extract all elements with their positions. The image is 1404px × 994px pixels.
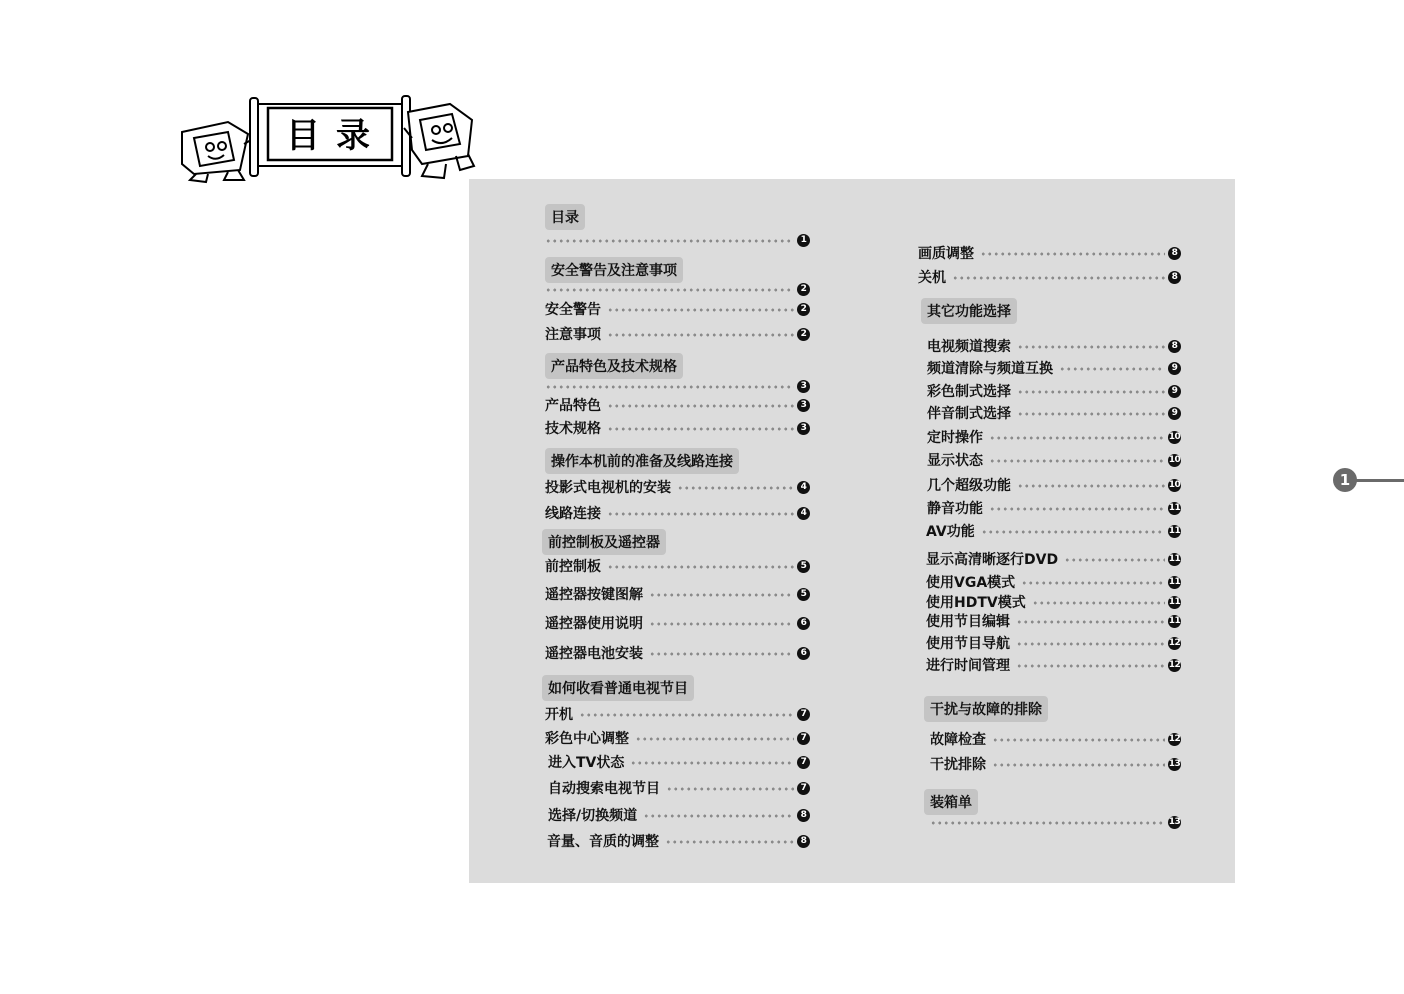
toc-entry-label: 彩色中心调整 xyxy=(545,731,629,747)
dot-leader xyxy=(1016,642,1165,646)
toc-section-header: 装箱单 xyxy=(924,789,978,815)
dot-leader xyxy=(1016,620,1165,624)
page-number-badge: 11 xyxy=(1168,597,1181,607)
dot-leader xyxy=(545,385,794,389)
toc-entry[interactable] xyxy=(927,474,1181,496)
toc-entry[interactable] xyxy=(545,229,810,251)
page-title: 目录 xyxy=(286,115,386,156)
page-number-badge: 8 xyxy=(797,835,810,848)
page-number-badge: 9 xyxy=(1168,407,1181,420)
toc-entry[interactable] xyxy=(927,449,1181,471)
page-number-badge: 2 xyxy=(797,283,810,296)
toc-entry-label: 进入TV状态 xyxy=(548,755,625,771)
dot-leader xyxy=(930,821,1165,825)
toc-entry[interactable] xyxy=(545,555,810,577)
toc-entry-label: 遥控器按键图解 xyxy=(545,587,643,603)
dot-leader xyxy=(1064,558,1165,562)
toc-entry[interactable] xyxy=(545,727,810,749)
dot-leader xyxy=(607,308,794,312)
toc-entry-label: 几个超级功能 xyxy=(927,478,1011,494)
toc-entry[interactable] xyxy=(545,298,810,320)
toc-entry[interactable] xyxy=(926,654,1181,676)
toc-entry-label: 使用VGA模式 xyxy=(926,575,1016,591)
toc-entry-label: 电视频道搜索 xyxy=(927,339,1011,355)
toc-entry-label: 进行时间管理 xyxy=(926,658,1010,674)
page-number-badge: 7 xyxy=(797,782,810,795)
toc-entry-label: 画质调整 xyxy=(918,246,974,262)
toc-section-header: 如何收看普通电视节目 xyxy=(542,675,694,701)
page-number-badge: 3 xyxy=(797,380,810,393)
page-number: 1 xyxy=(1333,468,1357,492)
toc-entry[interactable] xyxy=(918,266,1181,288)
page-number-badge: 3 xyxy=(797,422,810,435)
toc-section-header: 目录 xyxy=(545,204,585,230)
page-number-badge: 8 xyxy=(1168,340,1181,353)
toc-entry-label: 选择/切换频道 xyxy=(548,808,638,824)
dot-leader xyxy=(607,512,794,516)
dot-leader xyxy=(677,486,794,490)
dot-leader xyxy=(952,276,1165,280)
page-number-badge: 11 xyxy=(1168,503,1181,513)
page-number-badge: 11 xyxy=(1168,554,1181,564)
toc-entry-label: 线路连接 xyxy=(545,506,601,522)
dot-leader xyxy=(607,427,794,431)
page-number-badge: 9 xyxy=(1168,385,1181,398)
toc-entry[interactable] xyxy=(927,497,1181,519)
page-number-badge: 12 xyxy=(1168,660,1181,670)
toc-entry[interactable] xyxy=(548,777,810,799)
toc-entry-label: 显示状态 xyxy=(927,453,983,469)
page-number-badge: 11 xyxy=(1168,577,1181,587)
toc-entry[interactable] xyxy=(545,583,810,605)
toc-entry[interactable] xyxy=(545,323,810,345)
toc-entry-label: 显示高清晰逐行DVD xyxy=(926,552,1059,568)
toc-entry[interactable] xyxy=(930,728,1181,750)
dot-leader xyxy=(989,459,1165,463)
page-number-badge: 6 xyxy=(797,617,810,630)
toc-entry-label: 干扰排除 xyxy=(930,757,986,773)
toc-entry-label: 安全警告 xyxy=(545,302,601,318)
toc-entry-label: 频道清除与频道互换 xyxy=(927,361,1053,377)
toc-entry-label: 使用HDTV模式 xyxy=(926,595,1026,611)
toc-entry[interactable] xyxy=(548,751,810,773)
toc-entry[interactable] xyxy=(926,548,1181,570)
toc-entry[interactable] xyxy=(927,357,1181,379)
toc-entry-label: 前控制板 xyxy=(545,559,601,575)
page-number-badge: 1 xyxy=(797,234,810,247)
toc-entry-label: 使用节目编辑 xyxy=(926,614,1010,630)
dot-leader xyxy=(989,436,1165,440)
page-number-badge: 6 xyxy=(797,647,810,660)
toc-entry-label: 技术规格 xyxy=(545,421,601,437)
dot-leader xyxy=(666,787,794,791)
toc-section-header: 其它功能选择 xyxy=(921,298,1017,324)
page-number-badge: 7 xyxy=(797,708,810,721)
toc-entry[interactable] xyxy=(545,612,810,634)
toc-entry[interactable] xyxy=(545,278,810,300)
page-number-badge: 9 xyxy=(1168,362,1181,375)
toc-entry[interactable] xyxy=(927,335,1181,357)
toc-entry[interactable] xyxy=(927,402,1181,424)
toc-section-header: 前控制板及遥控器 xyxy=(542,529,666,555)
dot-leader xyxy=(1016,664,1165,668)
dot-leader xyxy=(992,763,1165,767)
toc-section-header: 操作本机前的准备及线路连接 xyxy=(545,448,739,474)
dot-leader xyxy=(649,593,794,597)
page-number-badge: 8 xyxy=(797,809,810,822)
dot-leader xyxy=(1017,484,1165,488)
dot-leader xyxy=(635,737,794,741)
toc-entry[interactable] xyxy=(927,426,1181,448)
toc-entry-label: 产品特色 xyxy=(545,398,601,414)
page-number-badge: 12 xyxy=(1168,734,1181,744)
toc-entry-label: 故障检查 xyxy=(930,732,986,748)
dot-leader xyxy=(607,333,794,337)
toc-entry-label: 遥控器使用说明 xyxy=(545,616,643,632)
toc-entry[interactable] xyxy=(545,417,810,439)
toc-entry[interactable] xyxy=(926,571,1181,593)
toc-entry-label: 自动搜索电视节目 xyxy=(548,781,660,797)
toc-entry[interactable] xyxy=(926,632,1181,654)
page-number-badge: 7 xyxy=(797,756,810,769)
dot-leader xyxy=(649,622,794,626)
page-number-badge: 11 xyxy=(1168,616,1181,626)
dot-leader xyxy=(545,288,794,292)
page-number-badge: 13 xyxy=(1168,817,1181,827)
page-number-badge: 4 xyxy=(797,481,810,494)
page-number-badge: 12 xyxy=(1168,638,1181,648)
toc-entry-label: 使用节目导航 xyxy=(926,636,1010,652)
dot-leader xyxy=(1059,367,1165,371)
toc-entry[interactable] xyxy=(545,502,810,524)
page-number-badge: 3 xyxy=(797,399,810,412)
page-marker-line xyxy=(1355,479,1404,482)
toc-entry[interactable] xyxy=(927,380,1181,402)
page-number-badge: 5 xyxy=(797,560,810,573)
page-number-badge: 5 xyxy=(797,588,810,601)
toc-entry-label: 彩色制式选择 xyxy=(927,384,1011,400)
dot-leader xyxy=(607,404,794,408)
toc-entry-label: 投影式电视机的安装 xyxy=(545,480,671,496)
toc-entry-label: 开机 xyxy=(545,707,573,723)
dot-leader xyxy=(1017,390,1165,394)
page-number-badge: 13 xyxy=(1168,759,1181,769)
toc-entry[interactable] xyxy=(926,520,1181,542)
page-number-badge: 10 xyxy=(1168,480,1181,490)
dot-leader xyxy=(579,713,794,717)
page-number-badge: 10 xyxy=(1168,455,1181,465)
toc-entry-label: 关机 xyxy=(918,270,946,286)
toc-entry[interactable] xyxy=(926,610,1181,632)
toc-entry[interactable] xyxy=(545,642,810,664)
toc-entry-label: 伴音制式选择 xyxy=(927,406,1011,422)
dot-leader xyxy=(607,565,794,569)
page-number-badge: 8 xyxy=(1168,247,1181,260)
dot-leader xyxy=(989,507,1165,511)
page-number-badge: 4 xyxy=(797,507,810,520)
toc-entry-label: 注意事项 xyxy=(545,327,601,343)
dot-leader xyxy=(992,738,1165,742)
toc-entry-label: 遥控器电池安装 xyxy=(545,646,643,662)
page-number-marker xyxy=(1333,468,1404,494)
toc-entry[interactable] xyxy=(547,830,810,852)
toc-section-header: 产品特色及技术规格 xyxy=(545,353,683,379)
page-number-badge: 11 xyxy=(1168,526,1181,536)
toc-entry[interactable] xyxy=(930,811,1181,833)
toc-entry[interactable] xyxy=(545,703,810,725)
dot-leader xyxy=(649,652,794,656)
dot-leader xyxy=(1017,412,1165,416)
dot-leader xyxy=(1021,581,1165,585)
toc-entry-label: 定时操作 xyxy=(927,430,983,446)
toc-section-header: 安全警告及注意事项 xyxy=(545,257,683,283)
toc-entry[interactable] xyxy=(548,804,810,826)
dot-leader xyxy=(545,239,794,243)
page-number-badge: 2 xyxy=(797,303,810,316)
dot-leader xyxy=(665,840,794,844)
dot-leader xyxy=(981,530,1165,534)
page-number-badge: 7 xyxy=(797,732,810,745)
toc-section-header: 干扰与故障的排除 xyxy=(924,696,1048,722)
dot-leader xyxy=(980,252,1165,256)
toc-entry-label: 静音功能 xyxy=(927,501,983,517)
toc-entry[interactable] xyxy=(545,394,810,416)
toc-entry-label: 音量、音质的调整 xyxy=(547,834,659,850)
page-number-badge: 2 xyxy=(797,328,810,341)
page-number-badge: 10 xyxy=(1168,432,1181,442)
toc-entry[interactable] xyxy=(930,753,1181,775)
toc-entry[interactable] xyxy=(545,476,810,498)
dot-leader xyxy=(1017,345,1165,349)
toc-entry-label: AV功能 xyxy=(926,524,975,540)
dot-leader xyxy=(1032,601,1165,605)
page-number-badge: 8 xyxy=(1168,271,1181,284)
dot-leader xyxy=(630,761,794,765)
toc-entry[interactable] xyxy=(918,242,1181,264)
dot-leader xyxy=(643,814,794,818)
